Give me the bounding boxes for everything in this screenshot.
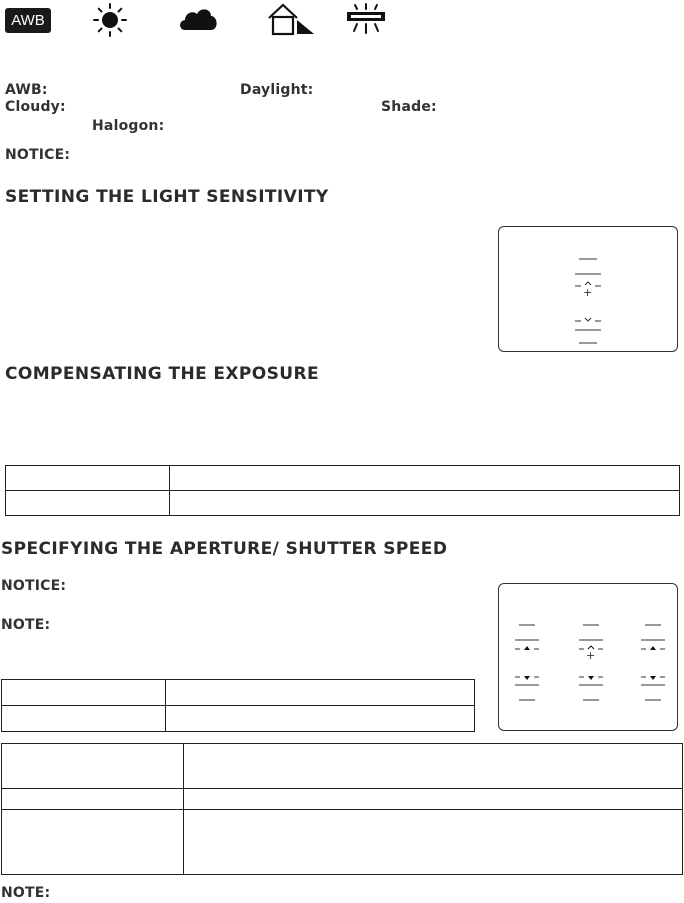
exposure-table (5, 465, 680, 516)
awb-label: AWB: (5, 82, 48, 98)
table-cell (184, 789, 683, 810)
section-heading-aperture: SPECIFYING THE APERTURE/ SHUTTER SPEED (1, 539, 448, 559)
table-cell (184, 810, 683, 875)
shade-label: Shade: (381, 99, 437, 115)
table-row (2, 706, 475, 732)
section-heading-sensitivity: SETTING THE LIGHT SENSITIVITY (5, 187, 329, 207)
house-shade-icon (266, 2, 316, 36)
notice-label-1: NOTICE: (5, 147, 71, 163)
table-cell (6, 491, 170, 516)
halogen-label: Halogon: (92, 118, 165, 134)
table-cell (2, 744, 184, 789)
note-label-2: NOTE: (1, 885, 51, 901)
table-row (2, 680, 475, 706)
mode-table (1, 743, 683, 875)
table-cell (2, 810, 184, 875)
table-row (6, 491, 680, 516)
iso-up-symbol: + (583, 286, 593, 299)
note-label-1: NOTE: (1, 617, 51, 633)
table-row (6, 466, 680, 491)
table-cell (170, 491, 680, 516)
table-cell (2, 680, 166, 706)
table-cell (184, 744, 683, 789)
awb-icon: AWB (5, 8, 51, 33)
notice-label-2: NOTICE: (1, 578, 67, 594)
cloudy-label: Cloudy: (5, 99, 66, 115)
cloud-icon (177, 4, 219, 32)
table-cell (166, 680, 475, 706)
table-cell (170, 466, 680, 491)
table-row (2, 810, 683, 875)
sun-icon (92, 2, 128, 38)
aperture-table (1, 679, 475, 732)
section-heading-exposure: COMPENSATING THE EXPOSURE (5, 364, 319, 384)
daylight-label: Daylight: (240, 82, 314, 98)
table-cell (2, 706, 166, 732)
table-cell (2, 789, 184, 810)
table-cell (6, 466, 170, 491)
aperture-shutter-panel (498, 583, 678, 731)
iso-panel (498, 226, 678, 352)
fluorescent-icon (345, 3, 387, 35)
table-cell (166, 706, 475, 732)
table-row (2, 789, 683, 810)
middle-up-symbol: + (586, 649, 596, 662)
table-row (2, 744, 683, 789)
